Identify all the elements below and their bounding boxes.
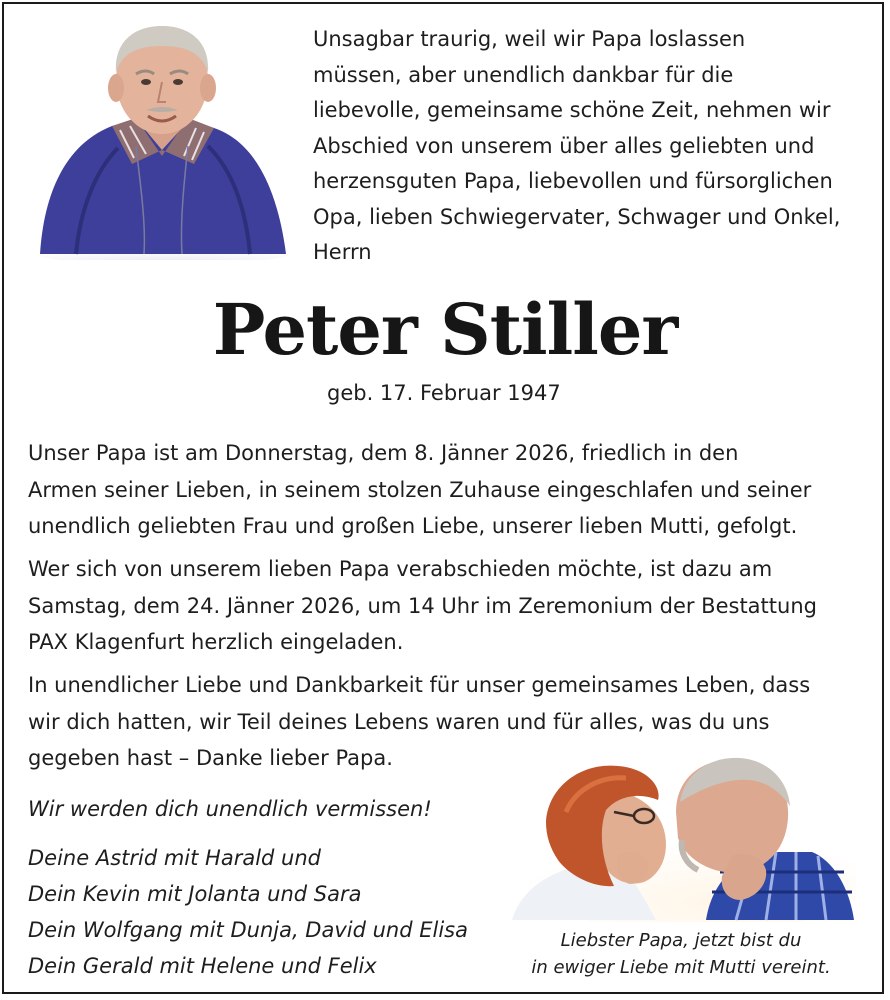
closing-line: Wir werden dich unendlich vermissen! (28, 797, 432, 821)
intro-text (313, 22, 873, 271)
intro-line: Abschied von unserem über alles geliebten und (313, 133, 815, 158)
signature-line: Dein Gerald mit Helene und Felix (28, 954, 377, 978)
couple-illustration (506, 752, 856, 922)
portrait-illustration (36, 22, 290, 260)
portrait-photo (36, 22, 290, 260)
farewell-paragraph (28, 551, 873, 661)
birth-date: geb. 17. Februar 1947 (327, 381, 561, 405)
intro-line: Unsagbar traurig, weil wir Papa loslassen (313, 27, 746, 51)
paragraph-line: Unser Papa ist am Donnerstag, dem 8. Jänner 2026, friedlich in den (28, 441, 739, 465)
signature-line: Dein Wolfgang mit Dunja, David und Elisa (28, 918, 468, 942)
photo-caption (506, 927, 856, 981)
deceased-name: Peter Stiller (212, 288, 678, 371)
intro-line: müssen, aber unendlich dankbar für die (313, 62, 734, 87)
signature-line: Dein Kevin mit Jolanta und Sara (28, 882, 362, 906)
paragraph-line: Armen seiner Lieben, in seinem stolzen Zuhause eingeschlafen und seiner (28, 477, 812, 502)
intro-line: Opa, lieben Schwiegervater, Schwager und Onkel, (313, 204, 841, 229)
signature-line: Deine Astrid mit Harald und (28, 846, 321, 870)
caption-line: in ewiger Liebe mit Mutti vereint. (531, 957, 831, 978)
paragraph-line: wir dich hatten, wir Teil deines Lebens waren und für alles, was du uns (28, 709, 770, 734)
caption-line: Liebster Papa, jetzt bist du (560, 930, 802, 951)
signature-list (28, 840, 508, 984)
paragraph-line: gegeben hast – Danke lieber Papa. (28, 746, 393, 770)
intro-line: liebevolle, gemeinsame schöne Zeit, nehmen wir (313, 98, 831, 122)
paragraph-line: In unendlicher Liebe und Dankbarkeit für unser gemeinsames Leben, dass (28, 673, 811, 697)
paragraph-line: Wer sich von unserem lieben Papa verabschieden möchte, ist dazu am (28, 557, 773, 581)
intro-line: Herrn (313, 240, 372, 264)
paragraph-line: PAX Klagenfurt herzlich eingeladen. (28, 630, 404, 654)
paragraph-line: unendlich geliebten Frau und großen Liebe, unserer lieben Mutti, gefolgt. (28, 514, 798, 538)
couple-photo (506, 752, 856, 922)
passing-paragraph (28, 435, 873, 545)
paragraph-line: Samstag, dem 24. Jänner 2026, um 14 Uhr im Zeremonium der Bestattung (28, 593, 817, 618)
intro-line: herzensguten Papa, liebevollen und fürsorglichen (313, 169, 833, 193)
